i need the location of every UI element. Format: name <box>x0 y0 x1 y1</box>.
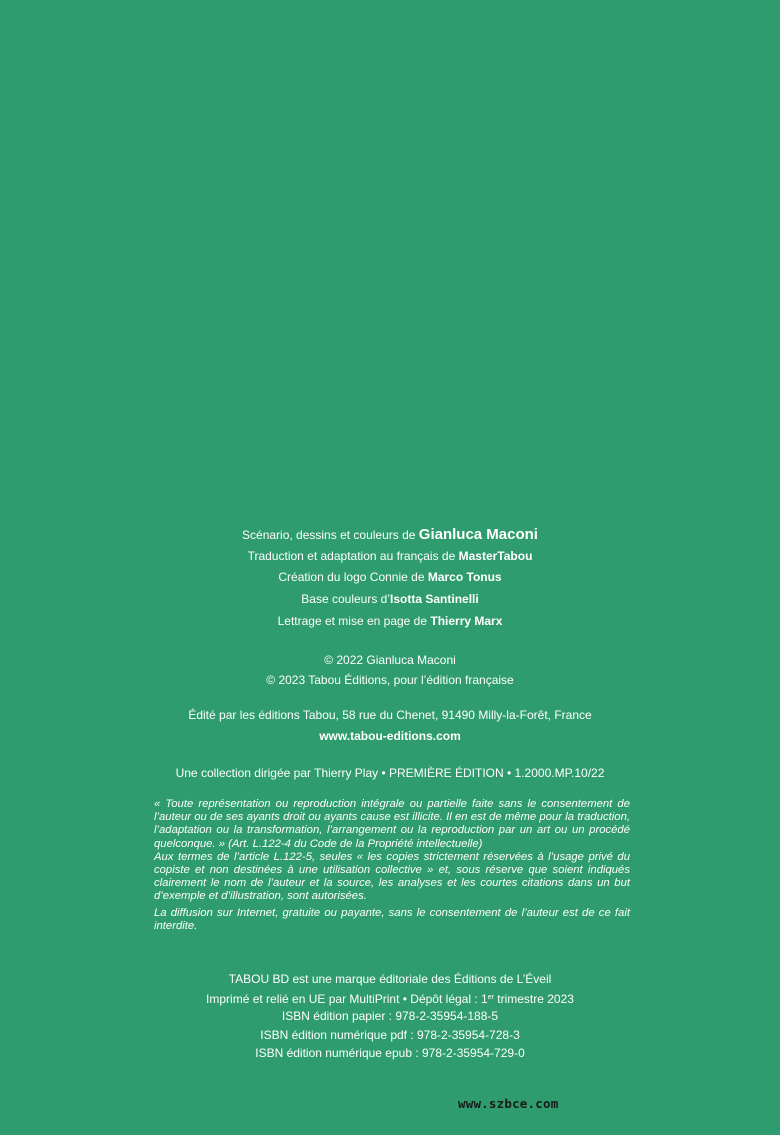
credit-name: Thierry Marx <box>430 613 503 628</box>
watermark-url: www.szbce.com <box>458 1096 559 1111</box>
publisher-block <box>0 705 780 747</box>
isbn-paper: ISBN édition papier : 978-2-35954-188-5 <box>281 1009 499 1024</box>
credit-role: Création du logo Connie de <box>278 570 428 585</box>
imprint-printing <box>0 989 780 1008</box>
imprint-printing-text: Imprimé et relié en UE par MultiPrint • Dépôt légal : 1 <box>206 991 488 1006</box>
publisher-website-link[interactable]: www.tabou-editions.com <box>319 729 461 743</box>
credit-line-colors <box>0 589 780 611</box>
isbn-epub: ISBN édition numérique epub : 978-2-35954-729-0 <box>255 1046 525 1061</box>
imprint-brand: TABOU BD est une marque éditoriale des Éditions de L’Éveil <box>228 972 552 986</box>
copyright-block <box>0 650 780 690</box>
imprint-ordinal: er <box>487 993 494 1001</box>
credit-line-lettering <box>0 611 780 633</box>
legal-paragraph-copies: Aux termes de l’article L.122-5, seules « les copies strictement réservées à l’usage privé du copiste et non destinées à une utilisation collective » et, sous réserve que soient indiqués clairement le nom de l’auteur et la source, les analyses et les courtes citations dans un but d’exemple et d’illustration, sont autorisées. <box>154 850 630 903</box>
collection-line: Une collection dirigée par Thierry Play • PREMIÈRE ÉDITION • 1.2000.MP.10/22 <box>175 766 605 780</box>
imprint-block <box>0 970 780 1063</box>
credit-line-logo <box>0 567 780 589</box>
legal-notice <box>154 798 630 933</box>
isbn-pdf: ISBN édition numérique pdf : 978-2-35954-728-3 <box>260 1027 520 1042</box>
credit-role: Scénario, dessins et couleurs de <box>242 528 419 542</box>
credits-block <box>0 524 780 632</box>
credit-name: Isotta Santinelli <box>390 592 479 607</box>
credit-name: Gianluca Maconi <box>418 526 538 543</box>
credit-name: Marco Tonus <box>427 570 502 585</box>
credit-role: Traduction et adaptation au français de <box>247 548 459 563</box>
credit-role: Base couleurs d’ <box>301 592 391 607</box>
credit-line-translation <box>0 546 780 568</box>
copyright-original: © 2022 Gianluca Maconi <box>324 653 456 667</box>
publisher-address: Édité par les éditions Tabou, 58 rue du Chenet, 91490 Milly-la-Forêt, France <box>188 708 592 722</box>
credit-name: MasterTabou <box>458 548 533 563</box>
legal-paragraph-reproduction: « Toute représentation ou reproduction intégrale ou partielle faite sans le consentement de l’auteur ou de ses ayants droit ou ayants cause est illicite. Il en est de même pour la traduction, l’adaptation ou la transformation, l’arrangement ou la reproduction par un art ou un procédé quelconque. » (Art. L.122-4 du Code de la Propriété intellectuelle) <box>154 798 630 850</box>
legal-paragraph-internet: La diffusion sur Internet, gratuite ou payante, sans le consentement de l’auteur est de ce fait interdite. <box>154 906 630 932</box>
copyright-french: © 2023 Tabou Éditions, pour l’édition française <box>266 673 514 687</box>
credit-line-scenario <box>0 524 780 546</box>
credit-role: Lettrage et mise en page de <box>277 613 431 628</box>
imprint-quarter: trimestre 2023 <box>493 991 574 1006</box>
